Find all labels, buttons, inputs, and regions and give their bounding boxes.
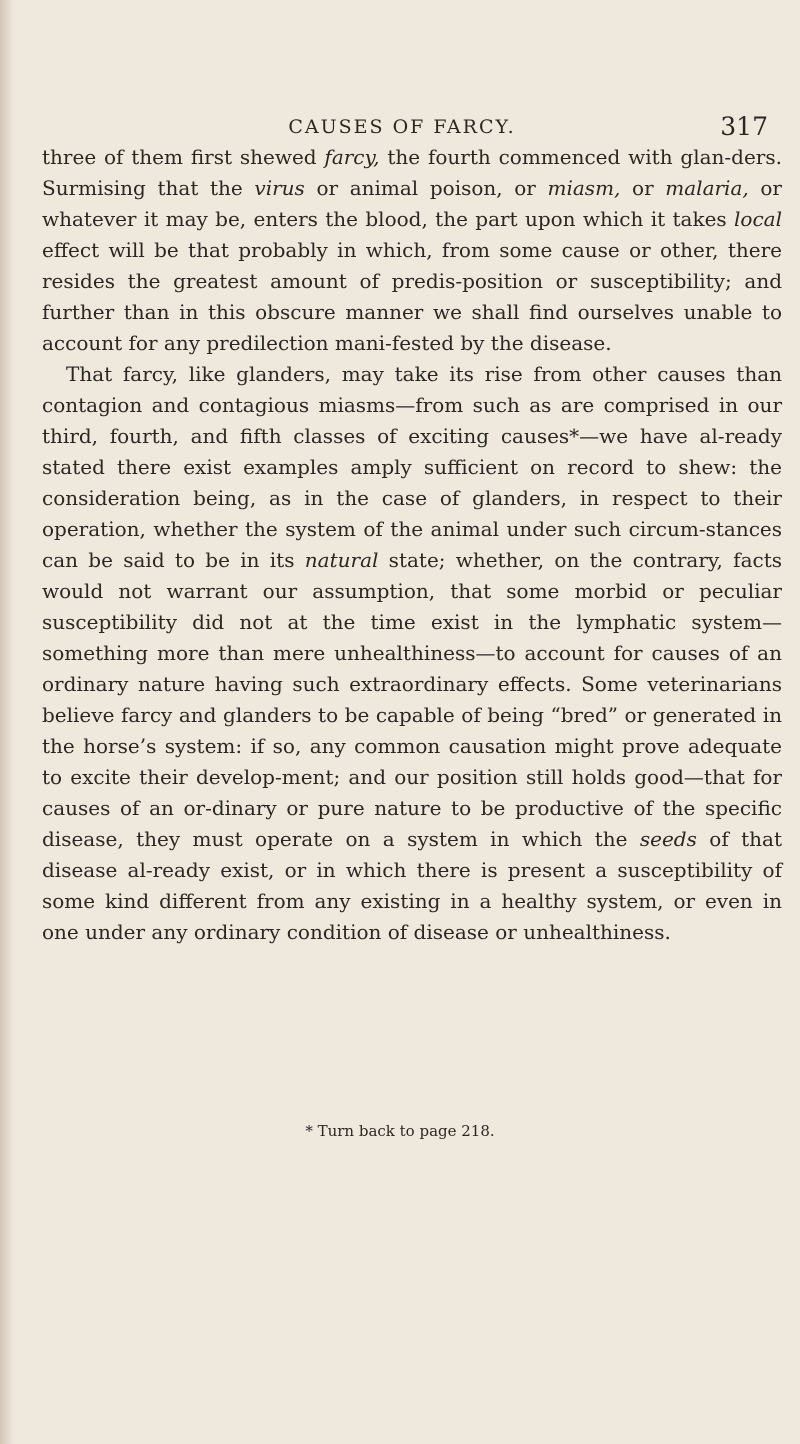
paragraph (42, 142, 782, 359)
text-run: or whatever it may be, enters the blood, the part upon which it takes (42, 176, 782, 231)
page-gutter (0, 0, 14, 1444)
text-run: That farcy, like glanders, may take its rise from other causes than contagion and contagious miasms—from such as are comprised in our third, fourth, and fifth classes of exciting causes*—we have al-ready stated there exist examples amply sufficient on record to shew: the consideration being, as in the case of glanders, in respect to their operation, whether the system of the animal under such circum-stances can be said to be in its (42, 362, 782, 572)
text-run: effect will be that probably in which, from some cause or other, there resides the greatest amount of predis-position or susceptibility; and further than in this obscure manner we shall find ourselves unable to account for any predilection mani-fested by the disease. (42, 238, 782, 355)
text-run: of that disease al-ready exist, or in which there is present a susceptibility of some kind different from any existing in a healthy system, or even in one under any ordinary condition of disease or unhealthiness. (42, 827, 782, 944)
text-run: or animal poison, or (304, 176, 548, 200)
page-number: 317 (720, 112, 768, 141)
italic-term: seeds (639, 827, 697, 851)
italic-term: local (734, 207, 782, 231)
italic-term: farcy, (324, 145, 380, 169)
text-run: the fourth commenced with glan-ders. Surmising that the (42, 145, 782, 200)
paragraph (42, 359, 782, 948)
italic-term: malaria, (665, 176, 749, 200)
text-run: state; whether, on the contrary, facts would not warrant our assumption, that some morbid or peculiar susceptibility did not at the time exist in the lymphatic system—something more than mere unhealthiness—to account for causes of an ordinary nature having such extraordinary effects. Some veterinarians believe farcy and glanders to be capable of being “bred” or generated in the horse’s system: if so, any common causation might prove adequate to excite their develop-ment; and our position still holds good—that for causes of an or-dinary or pure nature to be productive of the specific disease, they must operate on a system in which the (42, 548, 783, 851)
text-run: or (620, 176, 666, 200)
italic-term: virus (254, 176, 305, 200)
running-head: CAUSES OF FARCY. (288, 116, 516, 138)
body-text (42, 142, 782, 948)
footnote: * Turn back to page 218. (305, 1122, 495, 1140)
italic-term: natural (304, 548, 379, 572)
italic-term: miasm, (547, 176, 621, 200)
text-run: three of them first shewed (42, 145, 325, 169)
